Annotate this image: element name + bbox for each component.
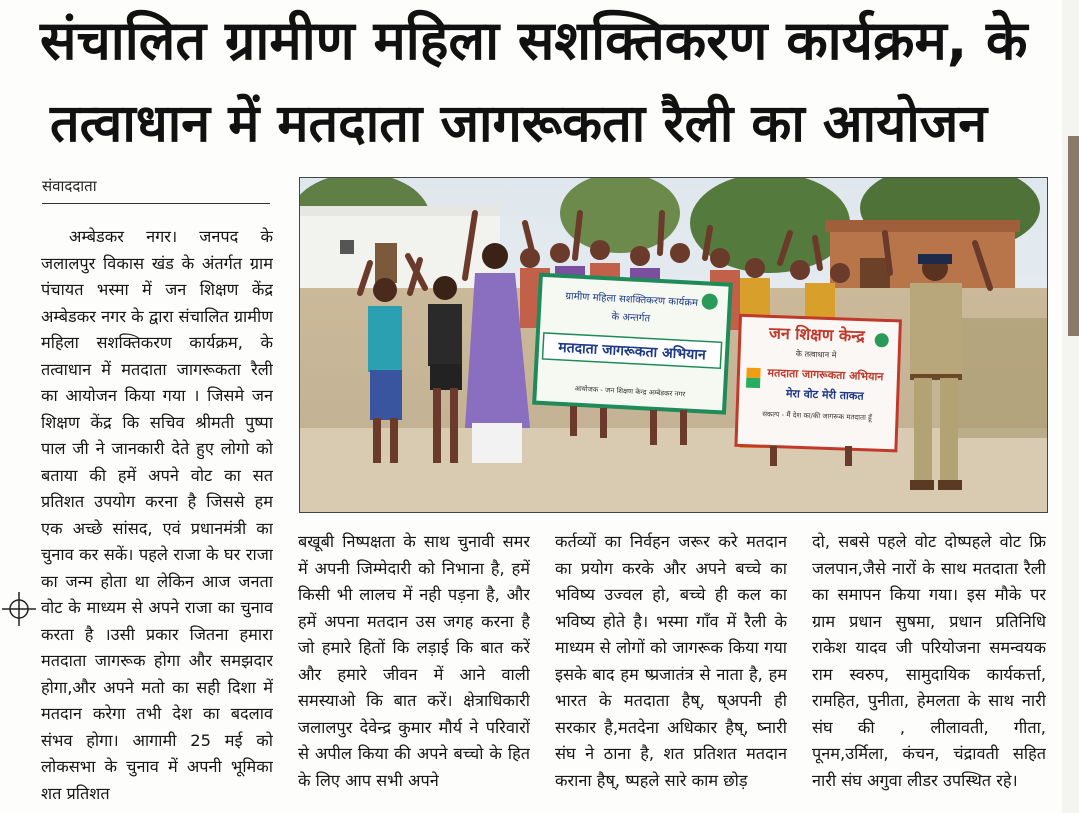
adjacent-photo-edge [1068,136,1079,336]
banner-right-line5: संकल्प - मैं देश का/की जागरूक मतदाता हूँ [762,410,872,422]
rally-photo-drawing [300,178,1047,512]
byline-rule [42,203,270,204]
banner-right-line1: जन शिक्षण केन्द्र [768,323,866,346]
rally-photo [299,177,1048,513]
adjacent-article-strip [1062,0,1079,813]
registration-mark-icon [2,592,36,626]
article-column-2 [298,529,530,811]
column-3-text: कर्तव्यों का निर्वहन जरूर करे मतदान का प्रयोग करके और अपने बच्चे का भविष्य उज्वल हो, बच्चे ही कल का भविष्य होते है। भस्मा गाँव में रैली के माध्यम से लोगों को जागरूक किया गया इसके बाद हम ष्प्रजातंत्र से नाता है, हम भारत के मतदाता हैष्, ष्अपनी ही सरकार है,मतदेना अधिकार हैष्, ष्नारी संघ ने ठाना है, शत प्रतिशत मतदान कराना हैष्, ष्पहले सारे काम छोड़ [555,532,787,790]
column-4-text: दो, सबसे पहले वोट दोष्पहले वोट फ्रि जलपान,जैसे नारों के साथ मतदाता रैली का समापन किया गया। इस मौके पर ग्राम प्रधान सुषमा, प्रधान प्रतिनिधि राकेश यादव जी परियोजना समन्वयक राम स्वरुप, सामुदायिक कार्यकर्त्ता, रामहित, पुनीता, हेमलता के साथ नारी संघ की , लीलावती, गीता, पूनम,उर्मिला, कंचन, चंद्रावती सहित नारी संघ अगुवा लीडर उपस्थित रहे। [812,532,1046,790]
banner-left-footer: आयोजक - जन शिक्षण केन्द्र अम्बेडकर नगर [574,384,686,399]
column-2-text: बखूबी निष्पक्षता के साथ चुनावी समर में अपनी जिम्मेदारी को निभाना है, हमें किसी भी लालच में नही पड़ना है, और हमें अपना मतदान उस जगह करना है जो हमारे हितों कि लड़ाई कि बात करें और हमारे जीवन में आने वाली समस्याओ कि बात करें। क्षेत्राधिकारी जलालपुर देवेन्द्र कुमार मौर्य ने परिवारों से अपील किया की अपने बच्चो के हित के लिए आप सभी अपने [298,532,530,790]
column-1-text: अम्बेडकर नगर। जनपद के जलालपुर विकास खंड के अंतर्गत ग्राम पंचायत भस्मा में जन शिक्षण केंद्र अम्बेडकर नगर के द्वारा संचालित ग्रामीण महिला सशक्तिकरण कार्यक्रम, के तत्वाधान में मतदाता जागरूकता रैली का आयोजन किया गया । जिसमे जन शिक्षण केंद्र कि सचिव श्रीमती पुष्पा पाल जी ने जानकारी देते हुए लोगो को बताया की हमें अपने वोट का सत प्रतिशत उपयोग करना है जिससे हम एक अच्छे सांसद, एवं प्रधानमंत्री का चुनाव कर सकें। पहले राजा के घर राजा का जन्म होता था लेकिन आज जनता वोट के माध्यम से अपने राजा का चुनाव करता है ।उसी प्रकार जितना हमारा मतदाता जागरूक होगा और समझदार होगा,और अपने मतो का सही दिशा में मतदान करेगा तभी देश का बदलाव संभव होगा। आगामी 25 मई को लोकसभा के चुनाव में अपनी भूमिका शत प्रतिशत [41,227,273,803]
byline: संवाददाता [42,177,97,195]
banner-right-line2: के तत्वाधान मे [795,349,837,360]
article-column-1 [41,224,273,809]
headline-line-2: तत्वाधान में मतदाता जागरूकता रैली का आयोजन [50,94,988,154]
banner-right-line4: मेरा वोट मेरी ताकत [785,386,864,403]
article-column-4 [812,529,1046,811]
headline-line-1: संचालित ग्रामीण महिला सशक्तिकरण कार्यक्रम, के [40,9,1028,72]
article-column-3 [555,529,787,811]
banner-right-line3: मतदाता जागरूकता अभियान [767,366,884,384]
banner-left-line1: ग्रामीण महिला सशक्तिकरण कार्यक्रम [565,291,699,309]
banner-left-line2: के अन्तर्गत [611,311,651,325]
banner-left-line3: मतदाता जागरूकता अभियान [557,339,707,364]
